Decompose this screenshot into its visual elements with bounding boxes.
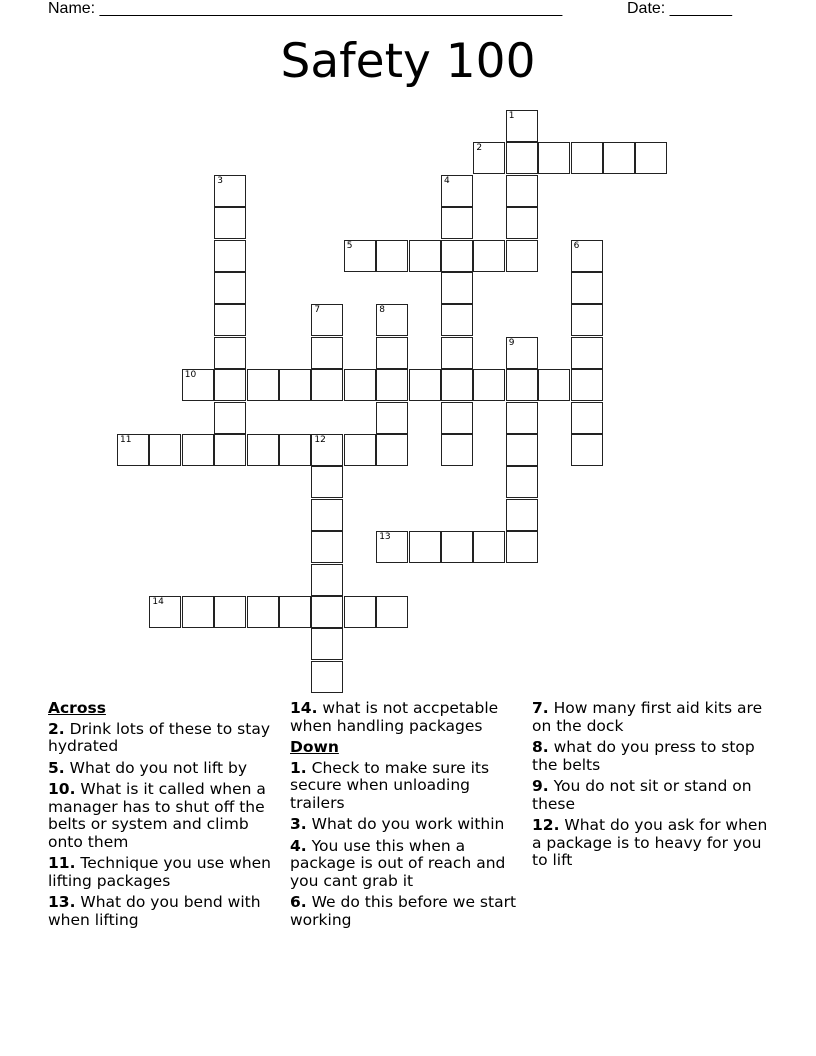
grid-cell[interactable] xyxy=(506,175,538,207)
across-heading: Across xyxy=(48,699,106,717)
grid-cell[interactable] xyxy=(441,531,473,563)
clues-column-2 xyxy=(290,700,526,933)
grid-cell[interactable] xyxy=(571,402,603,434)
name-field: Name: ____________________________________________________ xyxy=(48,0,563,17)
grid-cell[interactable] xyxy=(149,596,181,628)
grid-cell[interactable] xyxy=(473,369,505,401)
clue-across-14: 14. what is not accpetable when handling packages xyxy=(290,699,499,735)
grid-cell[interactable] xyxy=(279,369,311,401)
cell-number: 13 xyxy=(379,532,391,543)
grid-cell[interactable] xyxy=(506,499,538,531)
date-field: Date: _______ xyxy=(627,0,732,17)
grid-cell[interactable] xyxy=(441,304,473,336)
grid-cell[interactable] xyxy=(247,596,279,628)
grid-cell[interactable] xyxy=(376,402,408,434)
clue-down-7: 7. How many first aid kits are on the dock xyxy=(532,699,763,735)
grid-cell[interactable] xyxy=(409,369,441,401)
grid-cell[interactable] xyxy=(506,142,538,174)
grid-cell[interactable] xyxy=(311,434,343,466)
grid-cell[interactable] xyxy=(311,531,343,563)
grid-cell[interactable] xyxy=(247,369,279,401)
grid-cell[interactable] xyxy=(635,142,667,174)
grid-cell[interactable] xyxy=(506,110,538,142)
grid-cell[interactable] xyxy=(214,369,246,401)
grid-cell[interactable] xyxy=(311,596,343,628)
clue-down-1: 1. Check to make sure its secure when unloading trailers xyxy=(290,758,490,812)
grid-cell[interactable] xyxy=(441,175,473,207)
grid-cell[interactable] xyxy=(311,304,343,336)
clue-down-8: 8. what do you press to stop the belts xyxy=(532,738,755,774)
grid-cell[interactable] xyxy=(441,369,473,401)
cell-number: 12 xyxy=(314,435,326,445)
grid-cell[interactable] xyxy=(279,434,311,466)
grid-cell[interactable] xyxy=(311,564,343,596)
grid-cell[interactable] xyxy=(311,337,343,369)
grid-cell[interactable] xyxy=(376,531,408,563)
grid-cell[interactable] xyxy=(506,369,538,401)
grid-cell[interactable] xyxy=(376,304,408,336)
grid-cell[interactable] xyxy=(214,207,246,239)
grid-cell[interactable] xyxy=(571,272,603,304)
grid-cell[interactable] xyxy=(571,240,603,272)
grid-cell[interactable] xyxy=(441,207,473,239)
grid-cell[interactable] xyxy=(441,240,473,272)
grid-cell[interactable] xyxy=(214,272,246,304)
clue-across-13: 13. What do you bend with when lifting xyxy=(48,893,261,929)
grid-cell[interactable] xyxy=(214,434,246,466)
grid-cell[interactable] xyxy=(311,466,343,498)
cell-number: 2 xyxy=(476,143,483,154)
clue-across-5: 5. What do you not lift by xyxy=(48,758,248,777)
grid-cell[interactable] xyxy=(182,434,214,466)
grid-cell[interactable] xyxy=(473,531,505,563)
grid-cell[interactable] xyxy=(571,434,603,466)
grid-cell[interactable] xyxy=(117,434,149,466)
grid-cell[interactable] xyxy=(376,240,408,272)
grid-cell[interactable] xyxy=(571,142,603,174)
clues-column-1 xyxy=(48,700,280,933)
clue-across-11: 11. Technique you use when lifting packages xyxy=(48,854,272,890)
cell-number: 4 xyxy=(444,175,450,186)
grid-cell[interactable] xyxy=(441,272,473,304)
grid-cell[interactable] xyxy=(311,628,343,660)
grid-cell[interactable] xyxy=(149,434,181,466)
grid-cell[interactable] xyxy=(311,661,343,693)
grid-cell[interactable] xyxy=(538,369,570,401)
grid-cell[interactable] xyxy=(311,369,343,401)
grid-cell[interactable] xyxy=(506,531,538,563)
grid-cell[interactable] xyxy=(311,499,343,531)
grid-cell[interactable] xyxy=(182,596,214,628)
grid-cell[interactable] xyxy=(344,434,376,466)
grid-cell[interactable] xyxy=(214,304,246,336)
grid-cell[interactable] xyxy=(409,531,441,563)
cell-number: 11 xyxy=(120,435,132,445)
cell-number: 3 xyxy=(217,175,223,186)
clue-across-2: 2. Drink lots of these to stay hydrated xyxy=(48,719,270,755)
grid-cell[interactable] xyxy=(441,337,473,369)
grid-cell[interactable] xyxy=(506,207,538,239)
grid-cell[interactable] xyxy=(506,402,538,434)
grid-cell[interactable] xyxy=(571,369,603,401)
grid-cell[interactable] xyxy=(182,369,214,401)
grid-cell[interactable] xyxy=(506,240,538,272)
grid-cell[interactable] xyxy=(344,240,376,272)
clues-column-3 xyxy=(532,700,772,874)
grid-cell[interactable] xyxy=(279,596,311,628)
cell-number: 9 xyxy=(508,337,515,348)
cell-number: 10 xyxy=(184,370,197,381)
clue-across-10: 10. What is it called when a manager has to shut off the belts or system and climb onto them xyxy=(48,780,266,851)
cell-number: 6 xyxy=(573,240,580,251)
grid-cell[interactable] xyxy=(344,596,376,628)
grid-cell[interactable] xyxy=(603,142,635,174)
cell-number: 5 xyxy=(346,240,353,251)
grid-cell[interactable] xyxy=(214,402,246,434)
clue-down-12: 12. What do you ask for when a package is to heavy for you to lift xyxy=(532,816,768,869)
grid-cell[interactable] xyxy=(441,434,473,466)
grid-cell[interactable] xyxy=(214,337,246,369)
grid-cell[interactable] xyxy=(571,304,603,336)
grid-cell[interactable] xyxy=(247,434,279,466)
cell-number: 7 xyxy=(314,305,321,316)
cell-number: 8 xyxy=(379,305,385,316)
clue-down-4: 4. You use this when a package is out of reach and you cant grab it xyxy=(290,836,506,890)
grid-cell[interactable] xyxy=(214,596,246,628)
grid-cell[interactable] xyxy=(376,369,408,401)
cell-number: 14 xyxy=(152,597,164,607)
grid-cell[interactable] xyxy=(506,466,538,498)
grid-cell[interactable] xyxy=(376,596,408,628)
grid-cell[interactable] xyxy=(214,240,246,272)
grid-cell[interactable] xyxy=(571,337,603,369)
cell-number: 1 xyxy=(508,111,515,121)
grid-cell[interactable] xyxy=(506,337,538,369)
grid-cell[interactable] xyxy=(473,240,505,272)
grid-cell[interactable] xyxy=(441,402,473,434)
grid-cell[interactable] xyxy=(376,434,408,466)
grid-cell[interactable] xyxy=(344,369,376,401)
grid-cell[interactable] xyxy=(409,240,441,272)
clue-down-6: 6. We do this before we start working xyxy=(290,893,517,929)
grid-cell[interactable] xyxy=(473,142,505,174)
clue-down-3: 3. What do you work within xyxy=(290,815,505,833)
grid-cell[interactable] xyxy=(376,337,408,369)
page-title: Safety 100 xyxy=(280,34,536,89)
clue-down-9: 9. You do not sit or stand on these xyxy=(532,777,752,813)
down-heading: Down xyxy=(290,738,339,756)
grid-cell[interactable] xyxy=(506,434,538,466)
grid-cell[interactable] xyxy=(538,142,570,174)
grid-cell[interactable] xyxy=(214,175,246,207)
